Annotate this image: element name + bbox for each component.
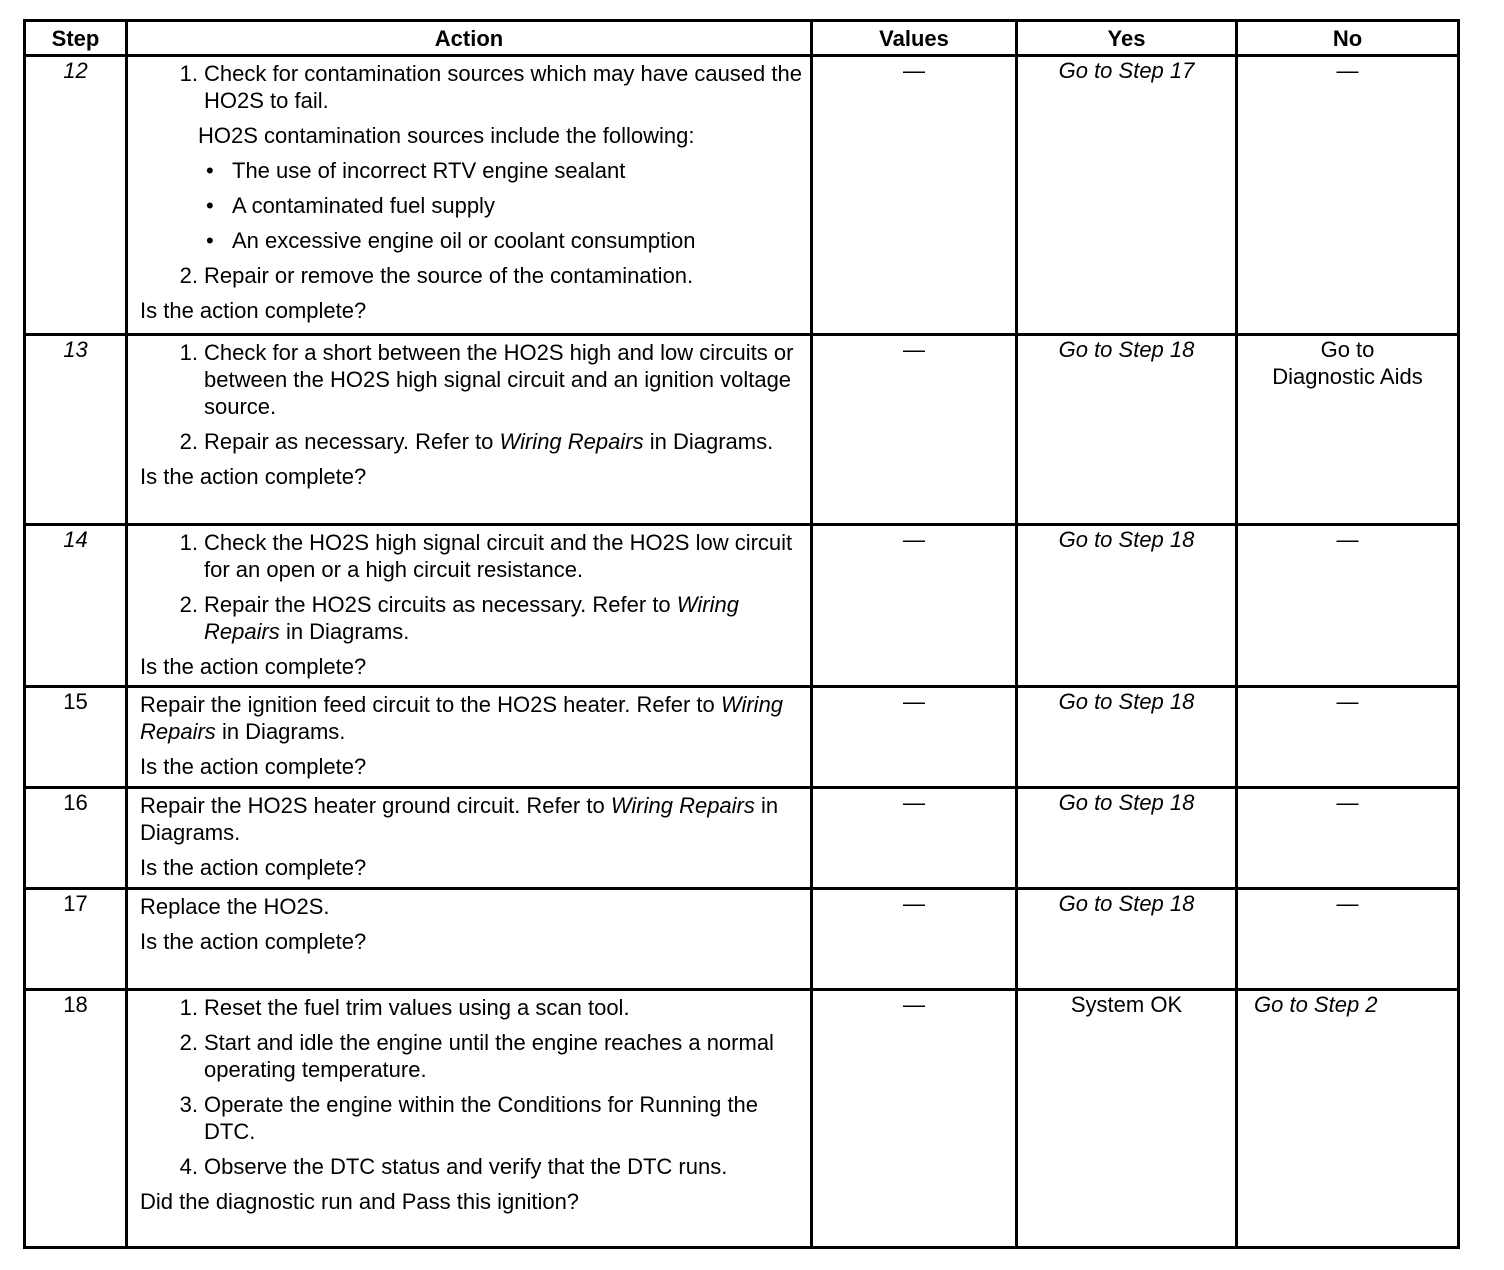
table-row-step-12 xyxy=(25,56,1459,335)
no-cell: — xyxy=(1237,525,1459,687)
no-cell-line: Diagnostic Aids xyxy=(1272,364,1423,389)
no-cell-line: Go to xyxy=(1320,337,1375,362)
no-cell: — xyxy=(1237,889,1459,990)
action-item: Check for contamination sources which may have caused the HO2S to fail. xyxy=(204,61,802,113)
step-number: 18 xyxy=(25,990,127,1248)
action-cell xyxy=(127,687,812,788)
action-item: Observe the DTC status and verify that the DTC runs. xyxy=(204,1154,728,1179)
table-row-step-16 xyxy=(25,788,1459,889)
action-text: in Diagrams. xyxy=(140,793,779,845)
action-cell: 1. Reset the fuel trim values using a scan tool. 2. Start and idle the engine until the engine reaches a normal operating temperature. 3. Operate the engine within the Conditions for Running the DTC. 4. Observe the DTC status and verify that the DTC runs. Did the diagnostic run and Pass this ignition? xyxy=(127,990,812,1248)
action-cell xyxy=(127,788,812,889)
header-row xyxy=(25,21,1459,56)
action-question: Is the action complete? xyxy=(140,654,367,679)
yes-cell: Go to Step 17 xyxy=(1017,56,1237,335)
action-text: Repair the ignition feed circuit to the HO2S heater. Refer to xyxy=(140,692,715,717)
no-cell: — xyxy=(1237,788,1459,889)
table-row-step-18 xyxy=(25,990,1459,1248)
bullet-item: A contaminated fuel supply xyxy=(232,193,495,218)
no-cell xyxy=(1237,335,1459,525)
action-item-text: Repair the HO2S circuits as necessary. Refer to xyxy=(204,592,671,617)
action-item: Check for a short between the HO2S high and low circuits or between the HO2S high signal circuit and an ignition voltage source. xyxy=(204,340,794,419)
action-question: Did the diagnostic run and Pass this ignition? xyxy=(140,1189,580,1214)
wiring-repairs-reference: Wiring Repairs xyxy=(499,429,644,454)
values-cell: — xyxy=(812,889,1017,990)
no-cell: — xyxy=(1237,56,1459,335)
wiring-repairs-reference: Wiring Repairs xyxy=(140,692,784,744)
table-row-step-13 xyxy=(25,335,1459,525)
step-number: 12 xyxy=(25,56,127,335)
yes-cell: System OK xyxy=(1017,990,1237,1248)
action-cell: 1. Check the HO2S high signal circuit and the HO2S low circuit for an open or a high circuit resistance. 2. Repair the HO2S circuits as necessary. Refer to Wiring Repairs in Diagrams. Is the action complete? xyxy=(127,525,812,687)
action-question: Is the action complete? xyxy=(140,929,367,954)
action-cell: 1. Check for a short between the HO2S high and low circuits or between the HO2S high signal circuit and an ignition voltage source. 2. Repair as necessary. Refer to Wiring Repairs in Diagrams. Is the action complete? xyxy=(127,335,812,525)
action-text: in Diagrams. xyxy=(221,719,346,744)
values-cell: — xyxy=(812,687,1017,788)
action-item-text: in Diagrams. xyxy=(649,429,774,454)
header-yes: Yes xyxy=(1017,21,1237,56)
action-cell: 1. Check for contamination sources which may have caused the HO2S to fail. HO2S contamination sources include the following: • The use of incorrect RTV engine sealant • A contaminated fuel supply • An excessive engine oil or coolant consumption 2. Repair or remove the source of the contamination. Is the action complete? xyxy=(127,56,812,335)
action-cell xyxy=(127,889,812,990)
step-number: 16 xyxy=(25,788,127,889)
wiring-repairs-reference: Wiring Repairs xyxy=(204,592,739,644)
step-number: 17 xyxy=(25,889,127,990)
table-row-step-17 xyxy=(25,889,1459,990)
values-cell: — xyxy=(812,335,1017,525)
action-item-text: in Diagrams. xyxy=(285,619,410,644)
action-question: Is the action complete? xyxy=(140,464,367,489)
yes-cell: Go to Step 18 xyxy=(1017,889,1237,990)
action-item: Reset the fuel trim values using a scan tool. xyxy=(204,995,630,1020)
action-question: Is the action complete? xyxy=(140,855,367,880)
yes-cell: Go to Step 18 xyxy=(1017,525,1237,687)
no-cell: Go to Step 2 xyxy=(1237,990,1459,1248)
diagnostic-table xyxy=(23,19,1460,1249)
step-number: 14 xyxy=(25,525,127,687)
bullet-item: An excessive engine oil or coolant consumption xyxy=(232,228,696,253)
header-no: No xyxy=(1237,21,1459,56)
values-cell: — xyxy=(812,56,1017,335)
action-question: Is the action complete? xyxy=(140,298,367,323)
step-number: 15 xyxy=(25,687,127,788)
action-text: Repair the HO2S heater ground circuit. Refer to xyxy=(140,793,605,818)
values-cell: — xyxy=(812,990,1017,1248)
yes-cell: Go to Step 18 xyxy=(1017,788,1237,889)
yes-cell: Go to Step 18 xyxy=(1017,335,1237,525)
values-cell: — xyxy=(812,525,1017,687)
action-item: Check the HO2S high signal circuit and the HO2S low circuit for an open or a high circuit resistance. xyxy=(204,530,793,582)
action-text: Replace the HO2S. xyxy=(140,894,330,919)
action-item: Repair or remove the source of the contamination. xyxy=(204,263,694,288)
action-item-text: Repair as necessary. Refer to xyxy=(204,429,494,454)
action-item: Operate the engine within the Conditions for Running the DTC. xyxy=(204,1092,759,1144)
action-note: HO2S contamination sources include the following: xyxy=(198,123,695,148)
header-action: Action xyxy=(127,21,812,56)
no-cell: — xyxy=(1237,687,1459,788)
values-cell: — xyxy=(812,788,1017,889)
table-row-step-15 xyxy=(25,687,1459,788)
step-number: 13 xyxy=(25,335,127,525)
header-step: Step xyxy=(25,21,127,56)
action-question: Is the action complete? xyxy=(140,754,367,779)
bullet-item: The use of incorrect RTV engine sealant xyxy=(232,158,626,183)
table-row-step-14 xyxy=(25,525,1459,687)
action-item: Start and idle the engine until the engine reaches a normal operating temperature. xyxy=(204,1030,774,1082)
yes-cell: Go to Step 18 xyxy=(1017,687,1237,788)
wiring-repairs-reference: Wiring Repairs xyxy=(610,793,755,818)
header-values: Values xyxy=(812,21,1017,56)
